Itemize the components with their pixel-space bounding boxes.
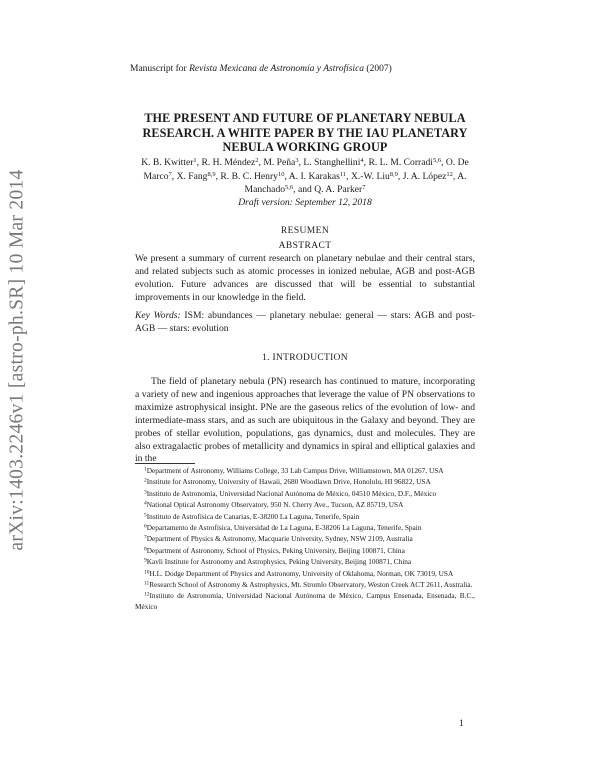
- footnote-number: 6: [144, 523, 147, 530]
- footnote-text: H.L. Dodge Department of Physics and Astronomy, University of Oklahoma, Norman, OK 73019, USA: [149, 568, 454, 578]
- footnote-text: Department of Astronomy, Williams College, 33 Lab Campus Drive, Williamstown, MA 01267, USA: [146, 466, 444, 475]
- author-name: O. De Marco: [143, 157, 469, 182]
- footnote-number: 10: [144, 569, 150, 576]
- footnote-rule: [135, 463, 195, 464]
- author-affiliation: 5,6: [285, 184, 294, 191]
- author-affiliation: 12: [446, 170, 453, 178]
- footnote-number: 5: [144, 512, 147, 519]
- keywords-text: ISM: abundances — planetary nebulae: general — stars: AGB and post-AGB — stars: evolution: [135, 310, 475, 334]
- paper-title: THE PRESENT AND FUTURE OF PLANETARY NEBULA RESEARCH. A WHITE PAPER BY THE IAU PLANETARY NEBULA WORKING GROUP: [142, 111, 468, 154]
- footnote-number: 3: [144, 489, 147, 496]
- footnote-number: 2: [144, 477, 147, 484]
- footnote: [135, 477, 475, 487]
- footnote-number: 4: [144, 500, 147, 507]
- keywords-label: Key Words:: [135, 310, 181, 321]
- footnote: [135, 591, 475, 612]
- footnote: [135, 546, 475, 556]
- footnote-text: Kavli Institute for Astronomy and Astrophysics, Peking University, Beijing 100871, China: [146, 557, 412, 567]
- author-name: L. Stanghellini: [303, 157, 361, 168]
- author-affiliation: 4: [360, 157, 364, 164]
- journal-year: (2007): [366, 64, 392, 74]
- author-name: Q. A. Parker: [314, 184, 363, 195]
- arxiv-stamp: [4, 170, 32, 550]
- running-head: [130, 64, 392, 74]
- footnote-number: 7: [144, 534, 147, 541]
- author-name: A. Manchado: [244, 170, 467, 195]
- author-name: R. H. Méndez: [201, 157, 256, 168]
- footnote: [135, 489, 475, 499]
- footnote: [135, 500, 475, 510]
- footnote-number: 9: [144, 557, 147, 564]
- resumen-heading: RESUMEN: [280, 226, 330, 236]
- running-head-prefix: Manuscript for: [130, 64, 187, 74]
- footnote-number: 11: [144, 580, 150, 587]
- footnote-text: Department of Astronomy, School of Physics, Peking University, Beijing 100871, China: [146, 545, 405, 555]
- footnote: [135, 466, 475, 476]
- author-name: X.-W. Liu: [350, 170, 390, 182]
- author-affiliation: 2: [255, 157, 259, 164]
- footnote-text: Instituto de Astrofísica de Canarias, E-38200 La Laguna, Tenerife, Spain: [146, 511, 360, 521]
- footnote-text: Research School of Astronomy & Astrophysics, Mt. Stromlo Observatory, Weston Creek ACT 2611, Australia.: [149, 580, 473, 590]
- footnote: [135, 512, 475, 522]
- author-name: J. A. López: [402, 170, 447, 182]
- author-affiliation: 8,9: [389, 170, 398, 178]
- introduction-heading: 1. INTRODUCTION: [262, 353, 348, 363]
- author-affiliation: 11: [339, 170, 347, 178]
- author-affiliation: 5,6: [432, 157, 442, 164]
- keywords: [135, 310, 475, 336]
- author-list: K. B. Kwitter$^1$, R. H. Méndez$^2$, M. Peña$^3$, L. Stanghellini$^4$, R. L. M. Corradi$^{5,6}$, O. De Marco$^7$, X. Fang$^{8,9}$, R. B. C. Henry$^{10}$, A. I. Karakas$^{11}$, X.-W. Liu$^{8,9}$, J. A. López$^{12}$, A. Manchado$^{5,6}$, and Q. A. Parker$^7$: [141, 157, 469, 195]
- footnote-text: Departamento de Astrofísica, Universidad de La Laguna, E-38206 La Laguna, Tenerife, Spain: [146, 523, 422, 533]
- footnote-text: Instituto de Astronomía, Universidad Nacional Autónoma de México, Campus Ensenada, Ensenada, B.C., México: [135, 591, 475, 611]
- footnote-text: Instituto de Astronomía, Universidad Nacional Autónoma de México, 04510 México, D.F., México: [146, 488, 437, 498]
- author-name: R. B. C. Henry: [220, 170, 278, 182]
- abstract-text: We present a summary of current research on planetary nebulae and their central stars, and related subjects such as atomic processes in ionized nebulae, AGB and post-AGB evolution. Future advances are discussed that will be essential to substantial improvements in our knowledge in the field.: [135, 253, 475, 303]
- footnote-text: Department of Physics & Astronomy, Macquarie University, Sydney, NSW 2109, Australia: [146, 534, 413, 544]
- abstract-heading: ABSTRACT: [278, 241, 332, 251]
- author-name: K. B. Kwitter: [141, 157, 194, 168]
- introduction-text: The field of planetary nebula (PN) research has continued to mature, incorporating a variety of new and ingenious approaches that leverage the value of PN observations to maximize astrophysical insight. PNe are the gaseous relics of the evolution of low- and intermediate-mass stars, and as such are ubiquitous in the Galaxy and beyond. They are probes of stellar evolution, populations, gas dynamics, dust and molecules. They are also extragalactic probes of metallicity and dynamics in spiral and elliptical galaxies and in the: [135, 376, 475, 465]
- footnote: [135, 580, 475, 590]
- draft-version: Draft version: September 12, 2018: [238, 197, 372, 208]
- author-name: R. L. M. Corradi: [368, 157, 433, 168]
- footnote-text: Institute for Astronomy, University of Hawaii, 2680 Woodlawn Drive, Honolulu, HI 96822, USA: [146, 477, 431, 487]
- page-number: 1: [459, 718, 464, 729]
- footnote: [135, 534, 475, 544]
- author-affiliation: 7: [362, 184, 366, 191]
- author-name: M. Peña: [263, 157, 296, 168]
- author-affiliation: 3: [295, 157, 299, 164]
- footnote: [135, 523, 475, 533]
- arxiv-id: arXiv:1403.2246v1 [astro-ph.SR] 10 Mar 2014: [7, 169, 29, 551]
- footnotes: [135, 466, 475, 613]
- footnote: [135, 569, 475, 579]
- author-affiliation: 8,9: [207, 170, 216, 178]
- journal-name: Revista Mexicana de Astronomía y Astrofísica: [189, 64, 365, 74]
- footnote-number: 12: [144, 591, 150, 598]
- footnote-number: 1: [144, 466, 147, 473]
- footnote-number: 8: [144, 546, 147, 553]
- footnote-text: National Optical Astronomy Observatory, 950 N. Cherry Ave., Tucson, AZ 85719, USA: [146, 500, 404, 510]
- author-name: X. Fang: [176, 170, 208, 182]
- author-affiliation: 7: [168, 170, 172, 178]
- author-affiliation: 1: [193, 157, 197, 164]
- author-affiliation: 10: [277, 170, 285, 178]
- author-name: A. I. Karakas: [288, 170, 340, 182]
- footnote: [135, 557, 475, 567]
